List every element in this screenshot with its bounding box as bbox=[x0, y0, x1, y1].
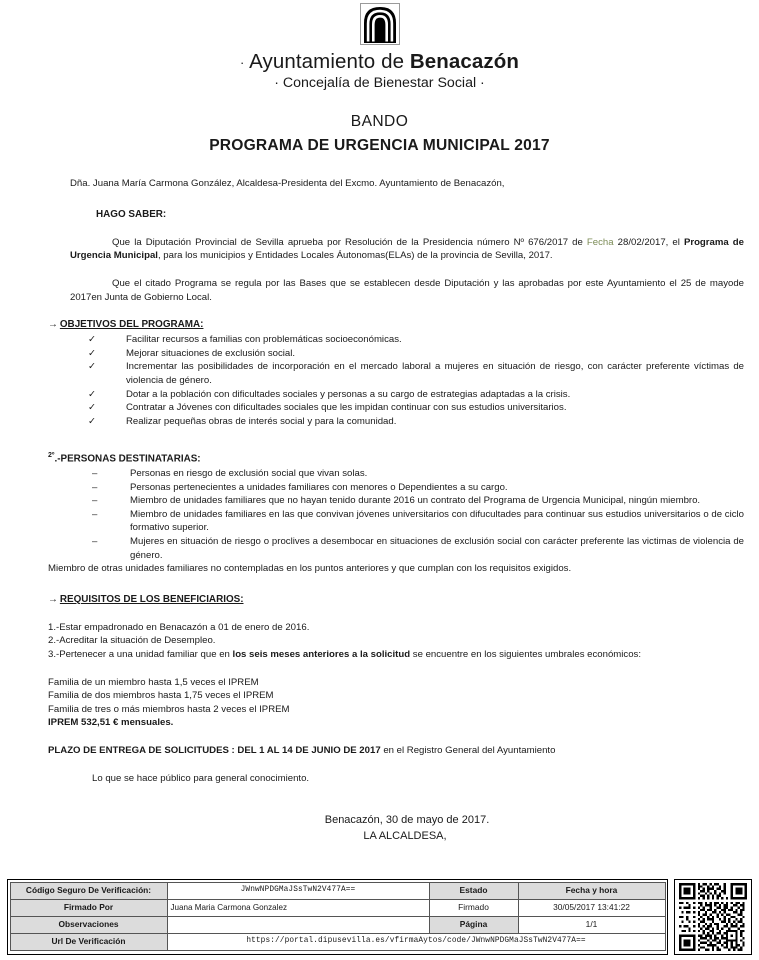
requisito3-part-a: 3.-Pertenecer a una unidad familiar que en bbox=[48, 649, 233, 661]
pagina-value: 1/1 bbox=[518, 916, 665, 933]
qr-code-icon bbox=[679, 883, 747, 951]
document-body bbox=[0, 177, 759, 845]
fecha-hora-value: 30/05/2017 13:41:22 bbox=[518, 899, 665, 916]
list-item bbox=[70, 467, 744, 481]
check-icon: ✓ bbox=[88, 402, 96, 413]
list-item-text: Personas pertenecientes a unidades familiares con menores o Dependientes a su cargo. bbox=[130, 481, 508, 493]
paragraph-bases: Que el citado Programa se regula por las Bases que se establecen desde Diputación y las aprobadas por este Ayuntamiento el 25 de mayode 2017en Junta de Gobierno Local. bbox=[70, 277, 744, 303]
plazo-bold-part: PLAZO DE ENTREGA DE SOLICITUDES : DEL 1 AL 14 DE JUNIO DE 2017 bbox=[48, 745, 381, 757]
list-item-text: Mujeres en situación de riesgo o proclives a desembocar en situaciones de exclusión social con carácter preferente las victimas de violencia de género. bbox=[130, 535, 744, 561]
requisito3-part-b: se encuentre en los siguientes umbrales económicos: bbox=[410, 649, 642, 661]
csv-label: Código Seguro De Verificación: bbox=[10, 882, 167, 899]
signature-role: LA ALCALDESA, bbox=[363, 830, 447, 843]
plazo-rest-part: en el Registro General del Ayuntamiento bbox=[380, 745, 556, 757]
check-icon: ✓ bbox=[88, 334, 96, 345]
list-item-text: Miembro de unidades familiares en las que convivan jóvenes universitarios con difucultades para continuar sus estudios universitarios o de ciclo formativo superior. bbox=[130, 508, 744, 534]
requisito-line bbox=[48, 648, 744, 662]
umbral-line: Familia de dos miembros hasta 1,75 veces el IPREM bbox=[48, 690, 274, 702]
publico-notice: Lo que se hace público para general conocimiento. bbox=[92, 772, 310, 784]
requisitos-list bbox=[48, 621, 744, 662]
plazo-entrega-line bbox=[48, 744, 744, 758]
objetivos-heading bbox=[48, 318, 744, 332]
signature-place-date: Benacazón, 30 de mayo de 2017. bbox=[324, 814, 490, 827]
destinatarias-number: 2º bbox=[48, 451, 55, 459]
mayor-intro-line: Dña. Juana María Carmona González, Alcaldesa-Presidenta del Excmo. Ayuntamiento de Benacazón, bbox=[70, 178, 505, 190]
check-icon: ✓ bbox=[88, 388, 96, 399]
list-item-text: Contratar a Jóvenes con dificultades sociales que les impidan continuar con sus estudios universitarios. bbox=[126, 402, 567, 414]
iprem-amount: IPREM 532,51 € mensuales. bbox=[48, 717, 174, 729]
list-item bbox=[70, 415, 744, 429]
estado-value: Firmado bbox=[429, 899, 518, 916]
destinatarias-heading-label: .-PERSONAS DESTINATARIAS: bbox=[54, 452, 201, 464]
table-row bbox=[10, 916, 665, 933]
list-item-text: Incrementar las posibilidades de incorporación en el mercado laboral a mujeres en situación de riesgo, con carácter preferente víctimas de violencia de género. bbox=[126, 361, 744, 387]
org-name-bold: Benacazón bbox=[409, 50, 520, 73]
letterhead bbox=[0, 0, 759, 91]
list-item bbox=[70, 388, 744, 402]
objetivos-list bbox=[70, 333, 744, 428]
list-item bbox=[70, 360, 744, 387]
check-icon: ✓ bbox=[88, 415, 96, 426]
document-titles bbox=[0, 112, 759, 155]
destinatarias-list bbox=[70, 467, 744, 562]
list-item bbox=[70, 508, 744, 535]
umbrales-list bbox=[48, 676, 744, 730]
check-icon: ✓ bbox=[88, 361, 96, 372]
csv-value: JWnwNPDGMaJSsTwN2V477A== bbox=[167, 882, 429, 899]
destinatarias-heading bbox=[48, 451, 744, 466]
para1-part-c: , para los municipios y Entidades Locales Áutonomas(ELAs) de la provincia de Sevilla, 2017. bbox=[157, 250, 553, 262]
gothic-arch-crest-icon bbox=[360, 3, 400, 45]
requisitos-heading bbox=[48, 593, 744, 607]
check-icon: ✓ bbox=[88, 347, 96, 358]
list-item-text: Dotar a la población con dificultades sociales y personas a su cargo de estrategias adaptadas a la crisis. bbox=[126, 388, 571, 400]
table-row bbox=[10, 882, 665, 899]
table-row bbox=[10, 933, 665, 950]
firmado-por-label: Firmado Por bbox=[10, 899, 167, 916]
requisito3-bold: los seis meses anteriores a la solicitud bbox=[232, 649, 411, 661]
list-item-text: Mejorar situaciones de exclusión social. bbox=[126, 347, 296, 359]
verification-table-container bbox=[7, 879, 668, 955]
verification-table bbox=[10, 882, 666, 951]
list-item-text: Facilitar recursos a familias con problemáticas socioeconómicas. bbox=[126, 334, 402, 346]
observaciones-label: Observaciones bbox=[10, 916, 167, 933]
qr-code-container[interactable] bbox=[674, 879, 752, 955]
dash-icon: – bbox=[92, 535, 98, 547]
para1-part-b: 28/02/2017, el bbox=[613, 236, 684, 248]
para1-part-a: Que la Diputación Provincial de Sevilla aprueba por Resolución de la Presidencia número Nº 676/2017 de bbox=[112, 236, 587, 248]
organization-name bbox=[0, 51, 759, 73]
list-item bbox=[70, 494, 744, 508]
list-item-text: Personas en riesgo de exclusión social que vivan solas. bbox=[130, 467, 368, 479]
verification-footer bbox=[7, 879, 752, 955]
arrow-right-icon: → bbox=[48, 319, 58, 331]
arrow-right-icon: → bbox=[48, 593, 58, 605]
signature-block bbox=[70, 813, 744, 845]
org-leading-dot: · bbox=[239, 54, 245, 70]
requisito-line: 2.-Acreditar la situación de Desempleo. bbox=[48, 635, 216, 647]
fecha-hora-label: Fecha y hora bbox=[518, 882, 665, 899]
dash-icon: – bbox=[92, 495, 98, 507]
table-row bbox=[10, 899, 665, 916]
url-verificacion-label: Url De Verificación bbox=[10, 933, 167, 950]
list-item bbox=[70, 347, 744, 361]
hago-saber-heading: HAGO SABER: bbox=[96, 208, 167, 220]
destinatarias-closing-note: Miembro de otras unidades familiares no contempladas en los puntos anteriores y que cumplan con los requisitos exigidos. bbox=[48, 563, 572, 575]
list-item-text: Miembro de unidades familiares que no hayan tenido durante 2016 un contrato del Programa de Urgencia Municipal, ningún miembro. bbox=[130, 495, 701, 507]
requisito-line: 1.-Estar empadronado en Benacazón a 01 de enero de 2016. bbox=[48, 621, 310, 633]
dash-icon: – bbox=[92, 481, 98, 493]
pagina-label: Página bbox=[429, 916, 518, 933]
estado-label: Estado bbox=[429, 882, 518, 899]
list-item bbox=[70, 333, 744, 347]
org-name-light: Ayuntamiento de bbox=[249, 50, 410, 73]
list-item bbox=[70, 535, 744, 562]
observaciones-value bbox=[167, 916, 429, 933]
dash-icon: – bbox=[92, 467, 98, 479]
requisitos-heading-label: REQUISITOS DE LOS BENEFICIARIOS: bbox=[59, 593, 244, 605]
umbral-line: Familia de tres o más miembros hasta 2 veces el IPREM bbox=[48, 703, 290, 715]
programa-bold: Programa de Urgencia Municipal bbox=[70, 236, 744, 262]
page-title: BANDO bbox=[350, 113, 409, 131]
umbral-line: Familia de un miembro hasta 1,5 veces el IPREM bbox=[48, 676, 259, 688]
list-item bbox=[70, 401, 744, 415]
fecha-highlight: Fecha bbox=[586, 236, 614, 248]
list-item bbox=[70, 481, 744, 495]
page-subtitle: PROGRAMA DE URGENCIA MUNICIPAL 2017 bbox=[209, 136, 550, 154]
firmado-por-value: Juana Maria Carmona Gonzalez bbox=[167, 899, 429, 916]
department-name: · Concejalía de Bienestar Social · bbox=[274, 74, 485, 91]
objetivos-heading-label: OBJETIVOS DEL PROGRAMA: bbox=[59, 319, 204, 331]
paragraph-resolucion bbox=[70, 236, 744, 263]
dash-icon: – bbox=[92, 508, 98, 520]
url-verificacion-value[interactable]: https://portal.dipusevilla.es/vfirmaAytos/code/JWnwNPDGMaJSsTwN2V477A== bbox=[167, 933, 665, 950]
list-item-text: Realizar pequeñas obras de interés social y para la comunidad. bbox=[126, 415, 397, 427]
